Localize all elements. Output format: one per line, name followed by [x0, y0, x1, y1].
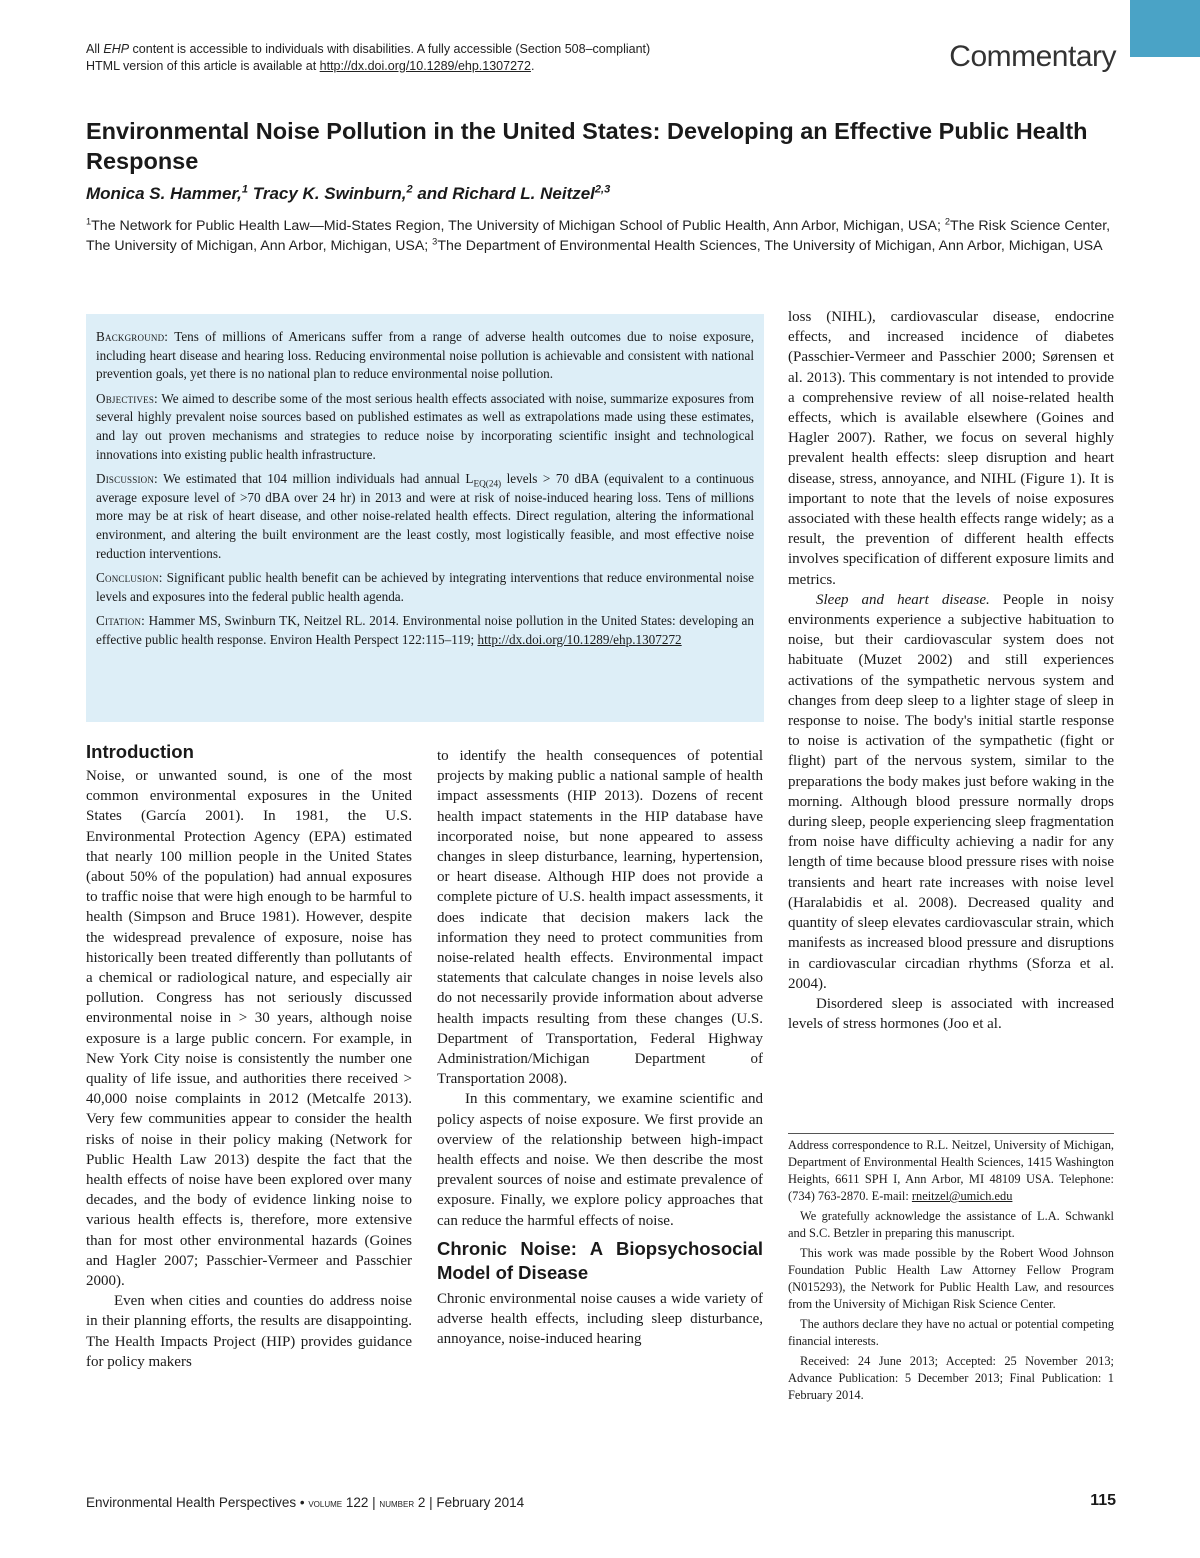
html-version-link[interactable]: http://dx.doi.org/10.1289/ehp.1307272: [319, 59, 531, 73]
footnotes: [788, 1133, 1114, 1407]
abstract-conclusion: Conclusion: Significant public health benefit can be achieved by integrating interventions that reduce environmental noise levels and exposures into the federal public health agenda.: [96, 570, 754, 604]
page-number: 115: [1090, 1492, 1116, 1509]
affiliations: $^1$The Network for Public Health Law—Mid-States Region, The University of Michigan School of Public Health, Ann Arbor, Michigan, USA; $^2$The Risk Science Center, The University of Michigan, Ann Arbor, Michigan, USA; $^3$The Department of Environmental Health Sciences, The University of Michigan, Ann Arbor, Michigan, USA: [86, 216, 1111, 254]
page-footer: Environmental Health Perspectives • volume 122 | number 2 | February 2014: [86, 1495, 525, 1510]
acknowledgment-note: We gratefully acknowledge the assistance of L.A. Schwankl and S.C. Betzler in preparing this manuscript.: [788, 1209, 1114, 1240]
col2-paragraph-2: In this commentary, we examine scientific and policy aspects of noise exposure. We first provide an overview of the relationship between high-impact health effects and noise. We then describe the most prevalent sources of noise and estimate prevalence of exposure. Finally, we explore policy approaches that can reduce the harmful effects of noise.: [437, 1091, 763, 1229]
funding-note: This work was made possible by the Robert Wood Johnson Foundation Public Health Law Attorney Fellow Program (N015293), the Network for Public Health Law, and resources from the University of Michigan Risk Science Center.: [788, 1246, 1114, 1311]
abstract-discussion: Discussion: We estimated that 104 million individuals had annual $L_{EQ(24)}$ levels > 70 dBA (equivalent to a continuous average exposure level of >70 dBA over 24 hr) in 2013 and were at risk of noise-induced hearing loss. Tens of millions more may be at risk of heart disease, and other noise-related health effects. Direct regulation, altering the informational environment, and altering the built environment are the least costly, most logistically feasible, and most effective noise reduction interventions.: [96, 471, 754, 561]
col3-paragraph-2: Sleep and heart disease. People in noisy environments experience a subjective habituation to noise, but their cardiovascular system does not habituate (Muzet 2002) and still experiences activations of the sympathetic nervous system and changes from deep sleep to a lighter stage of sleep in response to noise. The body's initial startle response to noise is activation of the sympathetic (fight or flight) part of the nervous system, similar to the preparations the body makes just before waking in the morning. Although blood pressure normally drops during sleep, people experiencing sleep fragmentation from noise have difficulty achieving a nadir for any length of time because blood pressure rises with noise transients and heart rate increases with noise level (Haralabidis et al. 2008). Decreased quality and quantity of sleep elevates cardiovascular strain, which manifests as increased blood pressure and disruptions in cardiovascular circadian rhythms (Sforza et al. 2004).: [788, 591, 1114, 992]
chronic-noise-heading: Chronic Noise: A Biopsychosocial Model of Disease: [437, 1237, 763, 1283]
sleep-subheading: Sleep and heart disease.: [816, 591, 990, 608]
citation-doi-link[interactable]: http://dx.doi.org/10.1289/ehp.1307272: [477, 631, 682, 647]
body-column-2: [437, 746, 763, 1349]
abstract-background: Background: Tens of millions of Americans suffer from a range of adverse health outcomes due to noise exposure, including heart disease and hearing loss. Reducing environmental noise pollution is achievable and consistent with national prevention goals, yet there is no national plan to reduce environmental noise pollution.: [96, 329, 754, 382]
abstract-box: [86, 314, 764, 722]
abstract-objectives: Objectives: We aimed to describe some of the most serious health effects associated with noise, summarize exposures from several highly prevalent noise sources based on published estimates as well as extrapolations made using these estimates, and lay out proven mechanisms and strategies to reduce noise by incorporating scientific insight and technological innovations into existing public health infrastructure.: [96, 390, 754, 462]
intro-paragraph-2: Even when cities and counties do address noise in their planning efforts, the results are disappointing. The Health Impacts Project (HIP) provides guidance for policy makers: [86, 1293, 412, 1370]
correspondence-note: Address correspondence to R.L. Neitzel, University of Michigan, Department of Environmental Health Sciences, 1415 Washington Heights, 6611 SPH I, Ann Arbor, MI 48109 USA. Telephone: (734) 763-2870. E-mail: rneitzel@umich.edu: [788, 1138, 1114, 1203]
col3-paragraph-3: Disordered sleep is associated with increased levels of stress hormones (Joo et al.: [788, 995, 1114, 1033]
body-column-3: [788, 307, 1114, 1034]
col3-paragraph-1: loss (NIHL), cardiovascular disease, endocrine effects, and increased incidence of diabetes (Passchier-Vermeer and Passchier 2000; Sørensen et al. 2013). This commentary is not intended to provide a comprehensive review of all noise-related health effects, which is available elsewhere (Goines and Hagler 2007). Rather, we focus on several highly prevalent health effects: sleep disruption and heart disease, stress, annoyance, and NIHL (Figure 1). It is important to note that the levels of noise exposures associated with these health effects range widely; as a result, the prevention of different health effects involves specification of different exposure limits and metrics.: [788, 309, 1114, 588]
col2-paragraph-1: to identify the health consequences of potential projects by making public a national sample of health impact assessments (HIP 2013). Dozens of recent health impact statements in the HIP database have incorporated noise, but none appeared to assess changes in sleep disturbance, learning, hypertension, or heart disease. Although HIP does not provide a complete picture of U.S. health impact assessments, it does indicate that decision makers lack the information they need to protect communities from noise-related health effects. Environmental impact statements that calculate changes in noise levels also do not necessarily provide information about adverse health impacts resulting from these changes (U.S. Department of Transportation, Federal Highway Administration/Michigan Department of Transportation 2008).: [437, 748, 763, 1088]
email-link[interactable]: rneitzel@umich.edu: [911, 1189, 1013, 1203]
accessibility-note: All EHP content is accessible to individuals with disabilities. A fully accessible (Section 508–compliant) HTML version of this article is available at http://dx.doi.org/10.1289/ehp.1307272.: [86, 42, 651, 73]
section-label: Commentary: [949, 40, 1116, 73]
article-title: Environmental Noise Pollution in the United States: Developing an Effective Public Health Response: [86, 118, 1088, 174]
intro-paragraph-1: Noise, or unwanted sound, is one of the most common environmental exposures in the United States (García 2001). In 1981, the U.S. Environmental Protection Agency (EPA) estimated that nearly 100 million people in the United States (about 50% of the population) had annual exposures to traffic noise that were high enough to be harmful to health (Simpson and Bruce 1981). However, despite the widespread prevalence of exposure, noise has historically been treated differently than pollutants of a chemical or radiological nature, and especially air pollution. Congress has not seriously discussed environmental noise in > 30 years, although noise exposure is a large public concern. For example, in New York City noise is consistently the number one quality of life issue, and authorities there received > 40,000 noise complaints in 2012 (Metcalfe 2013). Very few communities appear to consider the health risks of noise in their policy making (Network for Public Health Law 2013) despite the fact that the health effects of noise have been explored over many decades, and the body of evidence linking noise to various health effects is, therefore, more extensive than for most other environmental hazards (Goines and Hagler 2007; Passchier-Vermeer and Passchier 2000).: [86, 768, 412, 1290]
abstract-citation: Citation: Hammer MS, Swinburn TK, Neitzel RL. 2014. Environmental noise pollution in the United States: developing an effective public health response. Environ Health Perspect 122:115–119; http://dx.doi.org/10.1289/ehp.1307272: [96, 613, 754, 647]
chronic-paragraph-1: Chronic environmental noise causes a wide variety of adverse health effects, including sleep disturbance, annoyance, noise-induced hearing: [437, 1290, 763, 1348]
body-column-1: [86, 738, 412, 1372]
dates-note: Received: 24 June 2013; Accepted: 25 November 2013; Advance Publication: 5 December 2013; Final Publication: 1 February 2014.: [788, 1354, 1114, 1402]
author-list: Monica S. Hammer,$^1$ Tracy K. Swinburn,$^2$ and Richard L. Neitzel$^{2,3}$: [86, 183, 611, 203]
introduction-heading: Introduction: [86, 741, 194, 762]
section-color-tab: [1130, 0, 1200, 57]
conflict-note: The authors declare they have no actual or potential competing financial interests.: [788, 1317, 1114, 1348]
